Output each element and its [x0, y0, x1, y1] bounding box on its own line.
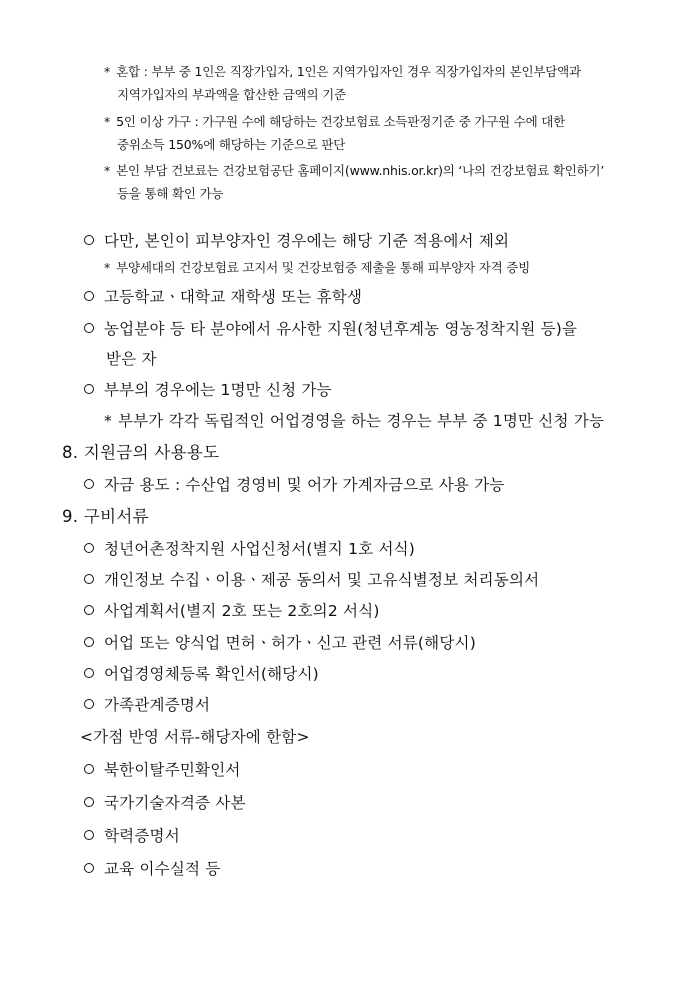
bonus-docs-subheading: <가점 반영 서류-해당자에 한함> — [80, 728, 310, 746]
circle-bullet-icon — [84, 574, 94, 584]
doc-item-fishery-registration: 어업경영체등록 확인서(해당시) — [84, 663, 319, 685]
circle-bullet-icon — [84, 863, 94, 873]
note-mixed-line1: * 혼합 : 부부 중 1인은 직장가입자, 1인은 지역가입자인 경우 직장가입자의 본인부담액과 — [104, 64, 581, 79]
doc-item-application: 청년어촌정착지원 사업신청서(별지 1호 서식) — [84, 538, 415, 560]
doc-item-business-plan: 사업계획서(별지 2호 또는 2호의2 서식) — [84, 600, 380, 622]
item-couple-one-only: 부부의 경우에는 1명만 신청 가능 — [84, 379, 332, 401]
bonus-item-training-record: 교육 이수실적 등 — [84, 858, 220, 880]
circle-bullet-icon — [84, 668, 94, 678]
section-8-title: 8. 지원금의 사용용도 — [62, 443, 220, 462]
circle-bullet-icon — [84, 543, 94, 553]
note-mixed-line2: 지역가입자의 부과액을 합산한 금액의 기준 — [117, 87, 346, 102]
note-self-pay-line2: 등을 통해 확인 가능 — [117, 186, 224, 201]
item-student: 고등학교ㆍ대학교 재학생 또는 휴학생 — [84, 286, 362, 308]
doc-item-fishery-license: 어업 또는 양식업 면허ㆍ허가ㆍ신고 관련 서류(해당시) — [84, 632, 476, 654]
item-similar-support-line2: 받은 자 — [106, 350, 157, 368]
circle-bullet-icon — [84, 797, 94, 807]
circle-bullet-icon — [84, 384, 94, 394]
circle-bullet-icon — [84, 605, 94, 615]
bonus-item-technical-license: 국가기술자격증 사본 — [84, 792, 246, 814]
circle-bullet-icon — [84, 291, 94, 301]
circle-bullet-icon — [84, 479, 94, 489]
circle-bullet-icon — [84, 637, 94, 647]
note-five-person-line2: 중위소득 150%에 해당하는 기준으로 판단 — [117, 137, 346, 152]
note-five-person-line1: * 5인 이상 가구 : 가구원 수에 해당하는 건강보험료 소득판정기준 중 가구원 수에 대한 — [104, 114, 565, 129]
item-dependent-exception: 다만, 본인이 피부양자인 경우에는 해당 기준 적용에서 제외 — [84, 230, 509, 252]
circle-bullet-icon — [84, 699, 94, 709]
circle-bullet-icon — [84, 830, 94, 840]
item-similar-support-line1: 농업분야 등 타 분야에서 유사한 지원(청년후계농 영농정착지원 등)을 — [84, 318, 577, 340]
circle-bullet-icon — [84, 323, 94, 333]
doc-item-family-certificate: 가족관계증명서 — [84, 694, 210, 716]
bonus-item-education-certificate: 학력증명서 — [84, 825, 180, 847]
note-self-pay-line1: * 본인 부담 건보료는 건강보험공단 홈페이지(www.nhis.or.kr)의 ‘나의 건강보험료 확인하기’ — [104, 163, 605, 178]
section-9-title: 9. 구비서류 — [62, 507, 149, 526]
bonus-item-defector: 북한이탈주민확인서 — [84, 759, 241, 781]
circle-bullet-icon — [84, 764, 94, 774]
item-fund-usage: 자금 용도 : 수산업 경영비 및 어가 가계자금으로 사용 가능 — [84, 474, 505, 496]
doc-item-privacy-consent: 개인정보 수집ㆍ이용ㆍ제공 동의서 및 고유식별정보 처리동의서 — [84, 569, 539, 591]
circle-bullet-icon — [84, 235, 94, 245]
note-couple-independent: * 부부가 각각 독립적인 어업경영을 하는 경우는 부부 중 1명만 신청 가능 — [104, 412, 605, 430]
note-dependent-proof: * 부양세대의 건강보험료 고지서 및 건강보험증 제출을 통해 피부양자 자격 증빙 — [104, 260, 531, 275]
